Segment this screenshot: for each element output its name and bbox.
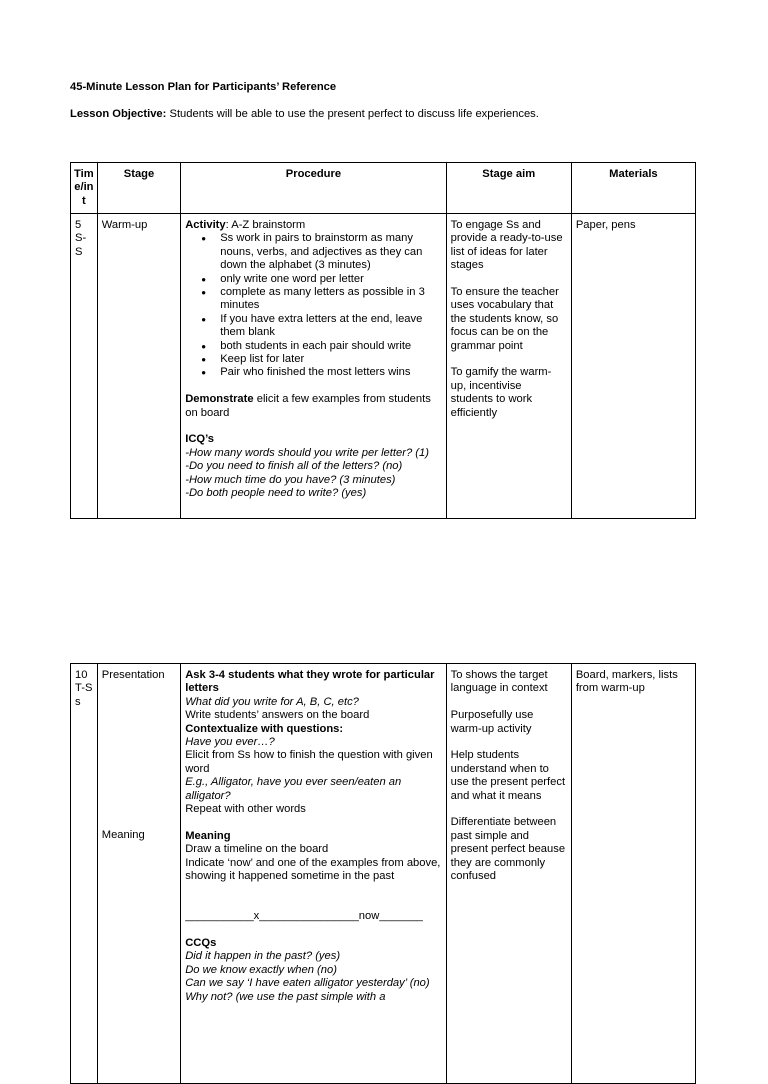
- table-row: [71, 214, 696, 519]
- table-row: [71, 664, 696, 1084]
- meaning-label: Meaning: [185, 829, 231, 842]
- ccq-item: Can we say ‘I have eaten alligator yesterday’ (no): [185, 977, 430, 990]
- ccq-item: Do we know exactly when (no): [185, 963, 337, 976]
- aim-item: To shows the target language in context: [450, 669, 548, 695]
- cell-time: 5 S-S: [71, 214, 98, 519]
- aim-item: To gamify the warm-up, incentivise students to work efficiently: [450, 366, 552, 419]
- aim-item: Purposefully use warm-up activity: [450, 709, 534, 735]
- icq-label: ICQ’s: [185, 433, 215, 446]
- list-item: ● Pair who finished the most letters wins: [220, 366, 441, 379]
- contextualize-label: Contextualize with questions:: [185, 722, 344, 735]
- aim-item: Help students understand when to use the present perfect and what it means: [450, 749, 566, 802]
- icq-item: -How many words should you write per letter? (1): [185, 446, 429, 459]
- demonstrate-text: elicit a few examples from students on board: [185, 393, 431, 419]
- lesson-plan-table-2: [70, 663, 696, 1084]
- elicit-text: Elicit from Ss how to finish the question with given word: [185, 749, 433, 775]
- have-you-ever: Have you ever…?: [185, 736, 275, 749]
- cell-procedure: [181, 214, 446, 519]
- list-item: ● If you have extra letters at the end, leave them blank: [220, 313, 441, 340]
- document-title: 45-Minute Lesson Plan for Participants’ Reference: [70, 81, 337, 93]
- repeat-text: Repeat with other words: [185, 803, 306, 816]
- objective-text: Students will be able to use the present perfect to discuss life experiences.: [166, 108, 539, 120]
- cell-time: 10 T-S s: [71, 664, 98, 1084]
- aim-item: To ensure the teacher uses vocabulary that the students know, so focus can be on the grammar point: [450, 286, 559, 352]
- cell-stage: Warm-up: [97, 214, 180, 519]
- timeline: ___________x________________now_______: [185, 910, 423, 923]
- cell-materials: Paper, pens: [571, 214, 695, 519]
- cell-stage-aim: [446, 664, 571, 1084]
- cell-procedure: [181, 664, 446, 1084]
- icq-item: -How much time do you have? (3 minutes): [185, 473, 396, 486]
- cell-materials: Board, markers, lists from warm-up: [571, 664, 695, 1084]
- lesson-plan-table-1: [70, 162, 696, 519]
- header-procedure: Procedure: [181, 163, 446, 214]
- aim-item: To engage Ss and provide a ready-to-use list of ideas for later stages: [450, 219, 563, 272]
- example-text: E.g., Alligator, have you ever seen/eaten an alligator?: [185, 776, 402, 802]
- activity-label: Activity: [185, 219, 226, 231]
- ask-students: Ask 3-4 students what they wrote for particular letters: [185, 669, 435, 695]
- table-header-row: [71, 163, 696, 214]
- activity-bullets: [185, 232, 441, 379]
- list-item: ● Keep list for later: [220, 353, 441, 366]
- cell-stage: [97, 664, 180, 1084]
- icq-item: -Do both people need to write? (yes): [185, 487, 367, 500]
- list-item: ● Ss work in pairs to brainstorm as many nouns, verbs, and adjectives as they can down the alphabet (3 minutes): [220, 232, 441, 272]
- header-materials: Materials: [571, 163, 695, 214]
- draw-timeline: Draw a timeline on the board: [185, 843, 329, 856]
- activity-text: : A-Z brainstorm: [225, 219, 306, 231]
- ccq-item: Why not? (we use the past simple with a: [185, 990, 386, 1003]
- list-item: ● complete as many letters as possible in 3 minutes: [220, 286, 441, 313]
- header-stage-aim: Stage aim: [446, 163, 571, 214]
- stage-presentation: Presentation: [101, 669, 165, 681]
- header-stage: Stage: [97, 163, 180, 214]
- ccq-label: CCQs: [185, 937, 217, 950]
- ccq-item: Did it happen in the past? (yes): [185, 950, 341, 963]
- cell-stage-aim: [446, 214, 571, 519]
- demonstrate-label: Demonstrate: [185, 393, 254, 406]
- what-did-you-write: What did you write for A, B, C, etc?: [185, 695, 359, 708]
- objective-label: Lesson Objective:: [70, 108, 167, 120]
- indicate-now: Indicate ‘now’ and one of the examples from above, showing it happened sometime in the past: [185, 856, 441, 883]
- icq-item: -Do you need to finish all of the letters? (no): [185, 460, 403, 473]
- stage-meaning: Meaning: [101, 829, 145, 842]
- lesson-objective: [70, 108, 539, 121]
- list-item: ● both students in each pair should write: [220, 340, 441, 353]
- header-time: Tim e/in t: [71, 163, 98, 214]
- write-answers: Write students’ answers on the board: [185, 709, 370, 722]
- aim-item: Differentiate between past simple and present perfect beause they are commonly confused: [450, 816, 566, 883]
- list-item: ● only write one word per letter: [220, 273, 441, 286]
